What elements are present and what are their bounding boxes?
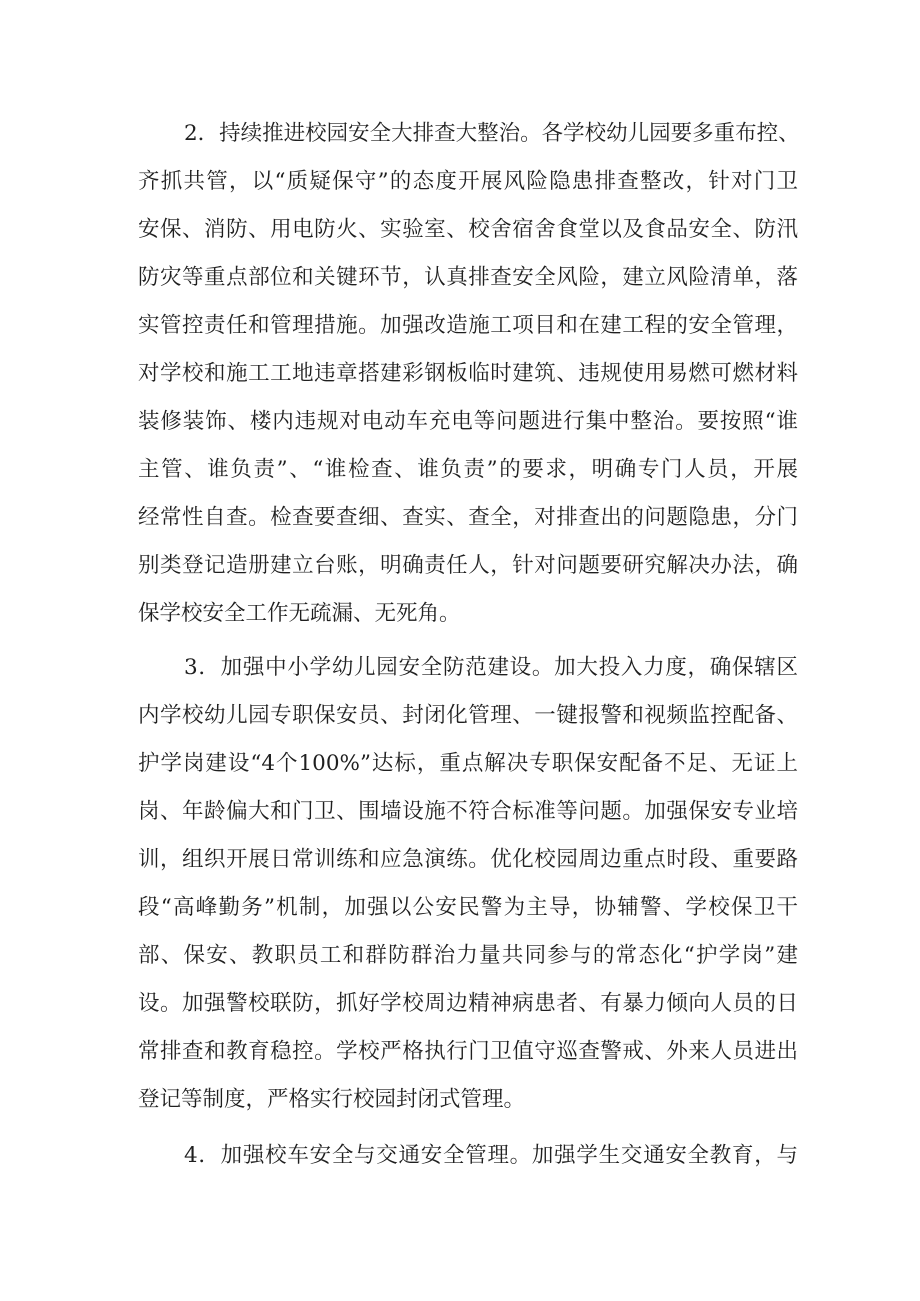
text-line: 保学校安全工作无疏漏、无死角。 (138, 601, 461, 626)
text-line: 防灾等重点部位和关键环节，认真排查安全风险，建立风险清单，落 (138, 265, 798, 290)
text-line: 训，组织开展日常训练和应急演练。优化校园周边重点时段、重要路 (138, 847, 798, 872)
text-line: 岗、年龄偏大和门卫、围墙设施不符合标准等问题。加强保安专业培 (138, 799, 798, 824)
text-line: 齐抓共管，以“质疑保守”的态度开展风险隐患排查整改，针对门卫 (138, 169, 798, 194)
text-line: 对学校和施工工地违章搭建彩钢板临时建筑、违规使用易燃可燃材料 (138, 361, 798, 386)
text-line: 登记等制度，严格实行校园封闭式管理。 (138, 1087, 526, 1112)
text-line: 常排查和教育稳控。学校严格执行门卫值守巡查警戒、外来人员进出 (138, 1039, 798, 1064)
text-line: 别类登记造册建立台账，明确责任人，针对问题要研究解决办法，确 (138, 553, 798, 578)
text-line: 部、保安、教职员工和群防群治力量共同参与的常态化“护学岗”建 (138, 943, 798, 968)
text-line: 安保、消防、用电防火、实验室、校舍宿舍食堂以及食品安全、防汛 (138, 217, 798, 242)
text-line: 护学岗建设“4个100%”达标，重点解决专职保安配备不足、无证上 (138, 751, 798, 776)
text-line: 主管、谁负责”、“谁检查、谁负责”的要求，明确专门人员，开展 (138, 457, 798, 482)
text-line: 4．加强校车安全与交通安全管理。加强学生交通安全教育，与 (184, 1143, 798, 1168)
text-line: 2．持续推进校园安全大排查大整治。各学校幼儿园要多重布控、 (184, 121, 800, 146)
text-line: 内学校幼儿园专职保安员、封闭化管理、一键报警和视频监控配备、 (138, 703, 798, 728)
text-line: 经常性自查。检查要查细、查实、查全，对排查出的问题隐患，分门 (138, 505, 798, 530)
text-line: 3．加强中小学幼儿园安全防范建设。加大投入力度，确保辖区 (184, 655, 798, 680)
text-line: 实管控责任和管理措施。加强改造施工项目和在建工程的安全管理， (138, 313, 798, 338)
text-line: 装修装饰、楼内违规对电动车充电等问题进行集中整治。要按照“谁 (138, 409, 798, 434)
text-line: 段“高峰勤务”机制，加强以公安民警为主导，协辅警、学校保卫干 (138, 895, 798, 920)
text-line: 设。加强警校联防，抓好学校周边精神病患者、有暴力倾向人员的日 (138, 991, 798, 1016)
